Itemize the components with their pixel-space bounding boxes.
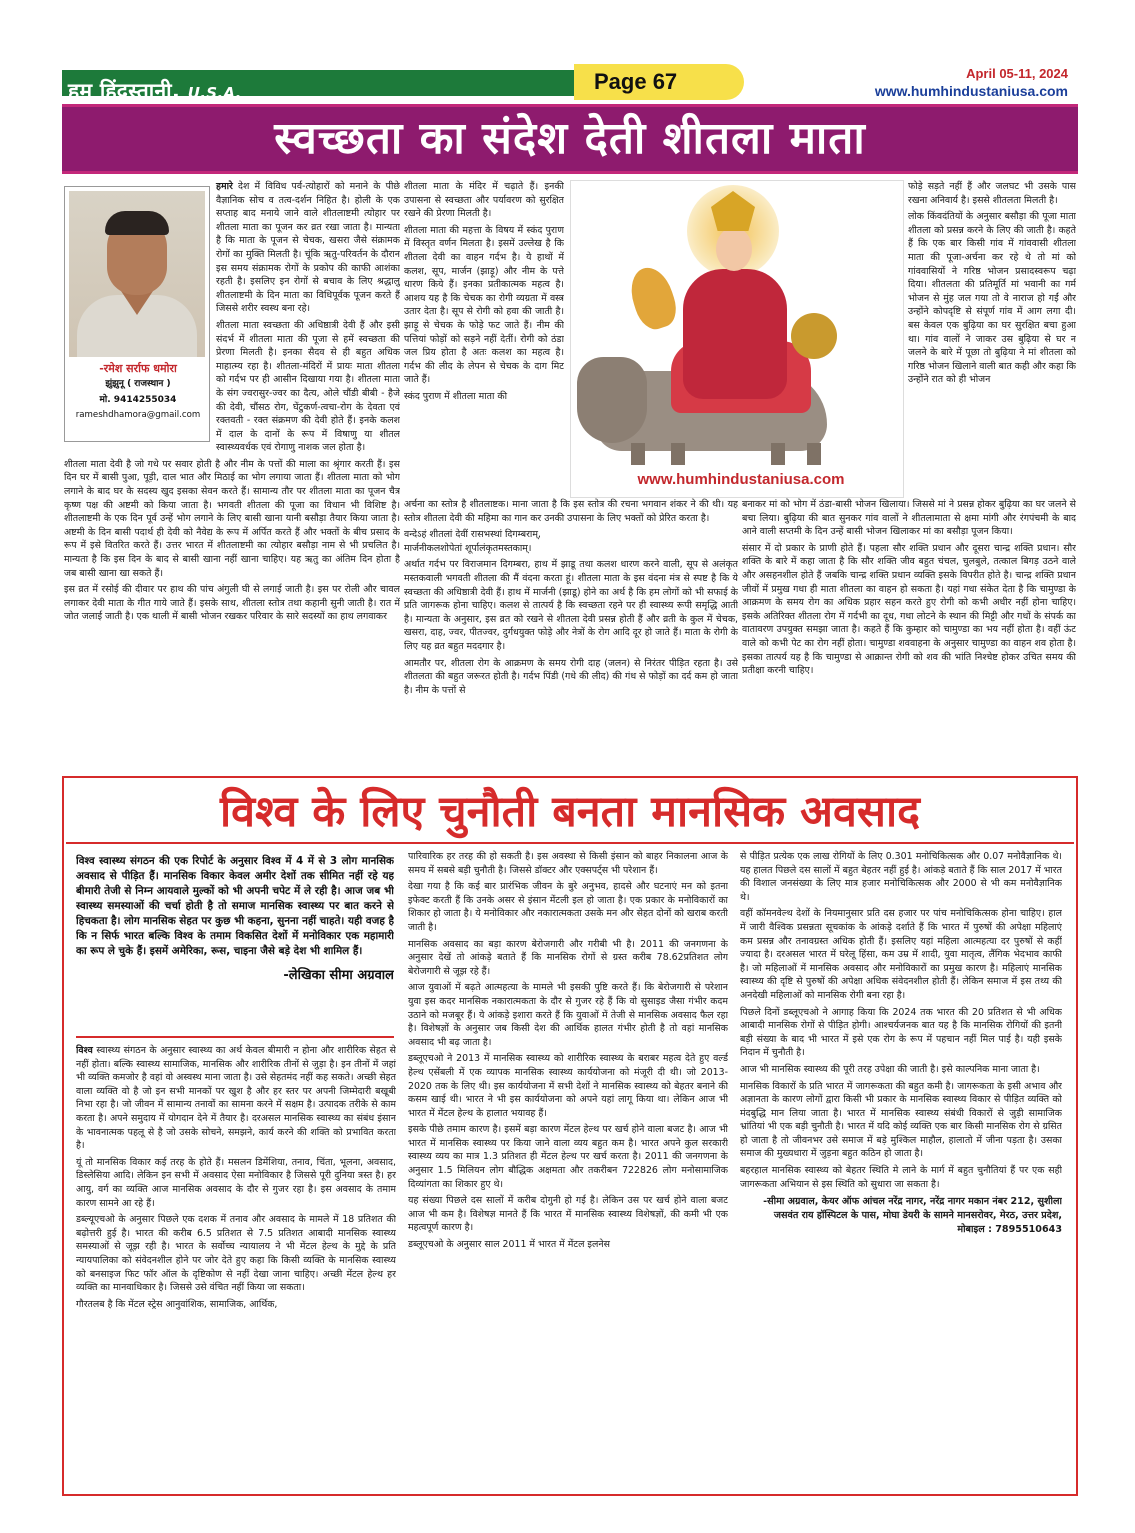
paragraph: शीतला माता देवी है जो गधे पर सवार होती है और नीम के पत्तों की माला का श्रृंगार करती हैं। इस दिन घर में बासी पुआ, पूड़ी, दाल भात और मिठाई का भोग लगाया जाता हैं। शीतला माता को भोग लगाने के बाद घर के सदस्य खुद इसका सेवन करते हैं। सामान्य तौर पर शीतला माता का पूजन चैत्र कृष्ण पक्ष की अष्टमी को किया जाता है। भगवती शीतला की पूजा का विधान भी विशिष्ट है। शीतलाष्टमी के एक दिन पूर्व उन्हें भोग लगाने के लिए बासी खाना यानी बसौड़ा तैयार किया जाता है। अष्टमी के दिन बासी पदार्थ ही देवी को नैवेद्य के रूप में अर्पित करते हैं और भक्तों के बीच प्रसाद के रूप में इसे वितरित करते हैं। उत्तर भारत में शीतलाष्टमी का त्योहार बसौड़ा नाम से भी प्रचलित है। मान्यता है कि इस दिन के बाद से बासी खाना नहीं खाना चाहिए। यह ऋतु का अंतिम दिन होता है जब बासी खाना खा सकते हैं। — [64, 458, 400, 579]
verse: वन्देऽहं शीतलां देवीं रासभस्थां दिगम्बराम्, — [404, 529, 541, 541]
author-photo-box — [64, 186, 210, 442]
article1-column-5 — [742, 498, 1076, 770]
article2-box — [62, 776, 1078, 1496]
article1-column-1 — [64, 180, 400, 770]
article2-column-1 — [76, 1044, 396, 1484]
paragraph: लोक किंवदंतियों के अनुसार बसौड़ा की पूजा माता शीतला को प्रसन्न करने के लिए की जाती है। कहते हैं कि एक बार किसी गांव में गांववासी शीतला माता की पूजा-अर्चना कर रहे थे तो मां को गांववासियों ने गरिष्ठ भोजन प्रसादस्वरूप चढ़ा दिया। शीतलता की प्रतिमूर्ति मां भवानी का गर्म भोजन से मुंह जल गया तो वे नाराज हो गईं और उन्होंने कोपदृष्टि से संपूर्ण गांव में आग लगा दी। बस केवल एक बुढ़िया का घर सुरक्षित बचा हुआ था। गांव वालों ने जाकर उस बुढ़िया से घर न जलने के बारे में पूछा तो बुढ़िया ने मां शीतला को गरिष्ठ भोजन खिलाने वाली बात कही और कहा कि उन्होंने रात को ही भोजन — [908, 211, 1076, 386]
article1-intro: हमारे देश में विविध पर्व-त्योहारों को मनाने के पीछे वैज्ञानिक सोच व तत्व-दर्शन निहित है। होली के एक सप्ताह बाद मनाये जाने वाले शीतलाष्टमी त्योहार पर शीतला माता का पूजन कर व्रत रखा जाता है। मान्यता है कि माता के पूजन से चेचक, खसरा जैसे संक्रामक रोगों का मुक्ति मिलती है। चूंकि ऋतु-परिवर्तन के दौरान इस समय संक्रामक रोगों के प्रकोप की काफी आशंका रहती है। इसलिए इन रोगों से बचाव के लिए श्रद्धालु शीतलाष्टमी के दिन माता का विधिपूर्वक पूजन करते हैं जिससे शरीर स्वस्थ बना रहे। — [216, 181, 400, 315]
paragraph: पिछले दिनों डब्लूएचओ ने आगाह किया कि 2024 तक भारत की 20 प्रतिशत से भी अधिक आबादी मानसिक रोगों से पीड़ित होगी। आश्चर्यजनक बात यह है कि मानसिक रोगियों की इतनी बड़ी संख्या के बाद भी भारत में इसे एक रोग के रूप में पहचान नहीं मिल पाई है। यही इसके निदान में चुनौती है। — [740, 1006, 1062, 1059]
paragraph: से पीड़ित प्रत्येक एक लाख रोगियों के लिए 0.301 मनोचिकित्सक और 0.07 मनोवैज्ञानिक थे। यह हालत पिछले दस सालों में बहुत बेहतर नहीं हुई है। आंकड़े बताते हैं कि साल 2017 में भारत की विशाल जनसंख्या के लिए मात्र हजार मनोचिकित्सक और 2000 से भी कम मनोवैज्ञानिक थे। — [740, 851, 1062, 903]
article2-headline: विश्व के लिए चुनौती बनता मानसिक अवसाद — [220, 787, 920, 837]
paragraph: डब्लूएचओ ने 2013 में मानसिक स्वास्थ्य को शारीरिक स्वास्थ्य के बराबर महत्व देते हुए वर्ल्ड हेल्थ एसेंबली में एक व्यापक मानसिक स्वास्थ्य कार्ययोजना को मंजूरी दी थी। जो 2013-2020 तक के लिए थी। इस कार्ययोजना में सभी देशों ने मानसिक स्वास्थ्य को बेहतर बनाने की कसम खाई थी। भारत ने भी इस कार्ययोजना को अपने यहां लागू किया था। लेकिन आज भी भारत में मेंटल हेल्थ के हालात भयावह हैं। — [408, 1053, 728, 1119]
paragraph: फोड़े सड़ते नहीं हैं और जलघट भी उसके पास रखना अनिवार्य है। इससे शीतलता मिलती है। — [908, 181, 1076, 206]
paragraph: स्कंद पुराण में शीतला माता की — [404, 390, 508, 402]
author-photo — [69, 191, 205, 357]
article1-headline-banner — [62, 104, 1078, 174]
paragraph: पारिवारिक हर तरह की हो सकती है। इस अवस्था से किसी इंसान को बाहर निकालना आज के समय में सबसे बड़ी चुनौती है। जिससे डॉक्टर और एक्सपर्ट्स भी परेशान हैं। — [408, 851, 728, 876]
paragraph: वहीं कॉमनवेल्थ देशों के नियमानुसार प्रति दस हजार पर पांच मनोचिकित्सक होना चाहिए। हाल में जारी वैश्विक प्रसन्नता सूचकांक के आंकड़े दर्शाते हैं कि भारत में पुरुषों की अपेक्षा महिलाएं कम प्रसन्न और तनावग्रस्त अधिक होती हैं। इसलिए यहां महिला आत्महत्या दर पुरुषों से कहीं ज्यादा है। दरअसल भारत में घरेलू हिंसा, कम उम्र में शादी, युवा मातृत्व, लैंगिक भेदभाव काफी है। जो महिलाओं में मानसिक अवसाद और मनोविकारों का प्रमुख कारण है। महिलाएं मानसिक स्वास्थ्य की दृष्टि से पुरुषों की अपेक्षा अधिक संवेदनशील होती हैं। लेकिन समाज में इस तथ्य की अनदेखी महिलाओं को मानसिक रोगी बना रहा है। — [740, 908, 1062, 1001]
paragraph: मानसिक विकारों के प्रति भारत में जागरूकता की बहुत कमी है। जागरूकता के इसी अभाव और अज्ञानता के कारण लोगों द्वारा किसी भी प्रकार के मानसिक स्वास्थ्य विकार से पीड़ित व्यक्ति को मंदबुद्धि मान लिया जाता है। भारत में मानसिक स्वास्थ्य संबंधी विकारों से जुड़ी सामाजिक भ्रांतियां भी एक बड़ी चुनौती है। भारत में यदि कोई व्यक्ति एक बार किसी मानसिक रोग से ग्रसित हो जाता है तो जीवनभर उसे समाज में बड़े मुश्किल माहौल, हालातो में जीना पड़ता है। उसका समाज की मुख्यधारा में जुड़ना बहुत कठिन हो जाता है। — [740, 1080, 1062, 1160]
author-mobile: मो. 9414255034 — [99, 394, 177, 405]
article2-column-3 — [740, 850, 1062, 1486]
website-link[interactable]: www.humhindustaniusa.com — [874, 83, 1068, 99]
article2-column-2 — [408, 850, 728, 1486]
masthead — [62, 64, 1078, 103]
article2-pull-quote — [76, 854, 394, 1030]
paragraph: अर्चना का स्तोत्र है शीतलाष्टक। माना जाता है कि इस स्तोत्र की रचना भगवान शंकर ने की थी। यह स्तोत्र शीतला देवी की महिमा का गान कर उनकी उपासना के लिए भक्तों को प्रेरित करता है। — [404, 499, 738, 524]
author-place: झुंझुनू ( राजस्थान ) — [105, 379, 171, 389]
paragraph: डब्लूएचओ के अनुसार साल 2011 में भारत में मेंटल इलनेस — [408, 1239, 610, 1251]
article1-column-2 — [404, 180, 564, 495]
paragraph: बहरहाल मानसिक स्वास्थ्य को बेहतर स्थिति मे लाने के मार्ग में बहुत चुनौतियां हैं पर एक सही जागरूकता अभियान से इस स्थिति को सुधारा जा सकता है। — [740, 1165, 1062, 1190]
page-label: Page 67 — [594, 69, 678, 94]
pull-quote-text: विश्व स्वास्थ्य संगठन की एक रिपोर्ट के अनुसार विश्व में 4 में से 3 लोग मानसिक अवसाद से पीड़ित हैं। मानसिक विकार केवल अमीर देशों तक सीमित नहीं रहे यह बीमारी तेजी से निम्न आयवाले मुल्कों को भी अपनी चपेट में ले रही है। आज जब भी स्वास्थ्य समस्याओं की चर्चा होती है तो समाज मानसिक स्वास्थ्य पर बात करने से हिचकता है। लोग मानसिक सेहत पर कुछ भी कहना, सुनना नहीं चाहते। यही वजह है कि न सिर्फ भारत बल्कि विश्व के तमाम विकसित देशों में मनोविकार एक महामारी का रूप ले चुके हैं। इसमें अमेरिका, रूस, चाइना जैसे बड़े देश भी शामिल हैं। — [76, 855, 394, 957]
article1-column-4 — [908, 180, 1076, 495]
issue-date: April 05-11, 2024 — [966, 66, 1068, 81]
masthead-band — [62, 70, 576, 103]
paragraph: आज भी मानसिक स्वास्थ्य की पूरी तरह उपेक्षा की जाती है। इसे काल्पनिक माना जाता है। — [740, 1063, 1040, 1075]
paragraph: आज युवाओं में बढ़ते आत्महत्या के मामले भी इसकी पुष्टि करते हैं। कि बेरोजगारी से परेशान युवा इस कदर मानसिक नकारात्मकता के दौर से गुजर रहे हैं कि वो सुसाइड जैसा गंभीर कदम उठाने को मजबूर हैं। ये आंकड़े इशारा करते हैं कि युवाओं में तेजी से मानसिक अवसाद फैल रहा है। विशेषज्ञों के अनुसार जब किसी देश की आर्थिक हालत गंभीर होती है तो वहां मानसिक अवसाद भी बढ़ जाता है। — [408, 982, 728, 1048]
paragraph: गौरतलब है कि मेंटल स्ट्रेस आनुवांशिक, सामाजिक, आर्थिक, — [76, 1298, 278, 1310]
signature-mobile: मोबाइल : 7895510643 — [957, 1224, 1062, 1236]
paragraph: शीतला माता स्वच्छता की अधिष्ठात्री देवी हैं और इसी संदर्भ में शीतला माता की पूजा से हमें स्वच्छता की प्रेरणा मिलती है। इनका सैदव से ही बहुत अधिक माहात्म्य रहा है। शीतला-मंदिरों में प्रायः माता शीतला को गर्दभ पर ही आसीन दिखाया गया है। शीतला माता के संग ज्वरासुर-ज्वर का दैत्य, ओले चौंडी बीबी - हैजे की देवी, चौंसठ रोग, घेंटुकर्ण-त्वचा-रोग के देवता एवं रक्तवती - रक्त संक्रमण की देवी होते हैं। इनके कलश में दाल के दानों के रूप में विषाणु या शीतल स्वास्थ्यवर्धक एवं रोगाणु नाशक जल होता है। — [216, 319, 400, 454]
signature-address: -सीमा अग्रवाल, केयर ऑफ आंचल नरेंद्र नागर, नरेंद्र नागर मकान नंबर 212, सुशीला जसवंत राय हॉस्पिटल के पास, मोघा डेयरी के सामने मानसरोवर, मेरठ, उत्तर प्रदेश, — [763, 1196, 1062, 1222]
paper-name: हम हिंदुस्तानी, U.S.A. — [68, 79, 242, 103]
lead-word: विश्व — [76, 1045, 93, 1056]
author-email[interactable]: rameshdhamora@gmail.com — [75, 410, 201, 421]
article1-wide-column — [404, 498, 738, 770]
image-watermark-url: www.humhindustaniusa.com — [637, 471, 845, 488]
paragraph: विश्व स्वास्थ्य संगठन के अनुसार स्वास्थ्य का अर्थ केवल बीमारी न होना और शारीरिक सेहत से नहीं होता। बल्कि स्वास्थ्य सामाजिक, मानसिक और शारीरिक तीनों से जुड़ा है। इन तीनों में जहां भी व्यक्ति कमजोर है वहां वो अस्वस्थ माना जाता है। उसे सेहतमंद नहीं कह सकते। अच्छी सेहत वाला व्यक्ति वो है जो इन सभी मानकों पर खुश है और हर स्तर पर अपनी जिम्मेदारी बखूबी निभा रहा है। जो जीवन में सामान्य तनावों का सामना करने में सक्षम है। उत्पादक तरीके से काम करता है। अपने समुदाय में योगदान देने में तैयार है। दरअसल मानसिक स्वास्थ्य का संबंध इंसान के भावनात्मक पहलू से है जो उसके सोचने, समझने, कार्य करने की शक्ति को प्रभावित करता है। — [76, 1045, 396, 1152]
paragraph: इस व्रत में रसोई की दीवार पर हाथ की पांच अंगुली घी से लगाई जाती है। इस पर रोली और चावल लगाकर देवी माता के गीत गाये जाते हैं। इसके साथ, शीतला स्तोत्र तथा कहानी सुनी जाती है। रात में जोत जलाई जाती है। एक थाली में बासी भोजन रखकर परिवार के सारे सदस्यों का हाथ लगवाकर — [64, 584, 400, 623]
paragraph: शीतला माता की महत्ता के विषय में स्कंद पुराण में विस्तृत वर्णन मिलता है। इसमें उल्लेख है कि शीतला देवी का वाहन गर्दभ है। ये हाथों में कलश, सूप, मार्जन (झाड़ू) और नीम के पत्ते धारण किये हैं। इनका प्रतीकात्मक महत्व है। आशय यह है कि चेचक का रोगी व्यग्रता में वस्त्र उतार देता है। सूप से रोगी को हवा की जाती है। झाड़ू से चेचक के फोड़े फट जाते हैं। नीम की पत्तियां फोड़ों को सड़ने नहीं देतीं। रोगी को ठंडा जल प्रिय होता है अतः कलश का महत्व है। गर्दभ की लीद के लेपन से चेचक के दाग मिट जाते हैं। — [404, 224, 564, 386]
kalash-icon — [791, 313, 837, 359]
paragraph: अर्थात गर्दभ पर विराजमान दिगम्बरा, हाथ में झाडू तथा कलश धारण करने वाली, सूप से अलंकृत मस्तकवाली भगवती शीतला की मैं वंदना करता हूं। शीतला माता के इस वंदना मंत्र से स्पष्ट है कि ये स्वच्छता की अधिष्ठात्री देवी हैं। हाथ में मार्जनी (झाडू) होने का अर्थ है कि हम लोगों को भी सफाई के प्रति जागरूक होना चाहिए। कलश से तात्पर्य है कि स्वच्छता रहने पर ही स्वास्थ्य रूपी समृद्धि आती है। मान्यता के अनुसार, इस व्रत को रखने से शीतला देवी प्रसन्न होती हैं और व्रती के कुल में चेचक, खसरा, दाह, ज्वर, पीतज्वर, दुर्गधयुक्त फोड़े और नेत्रों के रोग आदि दूर हो जाते हैं। माता के रोगी के लिए यह व्रत बहुत मददगार है। — [404, 559, 738, 652]
paper-suffix: U.S.A. — [187, 84, 242, 102]
paragraph: मानसिक अवसाद का बड़ा कारण बेरोजगारी और गरीबी भी है। 2011 की जनगणना के अनुसार देखें तो आंकड़े बताते हैं कि मानसिक रोगों से ग्रस्त करीब 78.62प्रतिशत लोग बेरोजगारी से जूझ रहे हैं। — [408, 938, 728, 977]
author-byline — [69, 361, 207, 423]
article1-headline: स्वच्छता का संदेश देती शीतला माता — [274, 113, 866, 164]
paragraph: बनाकर मां को भोग में ठंडा-बासी भोजन खिलाया। जिससे मां ने प्रसन्न होकर बुढ़िया का घर जलने से बचा लिया। बुढ़िया की बात सुनकर गांव वालों ने शीतलामाता से क्षमा मांगी और रंगपंचमी के बाद आने वाली सप्तमी के दिन उन्हें बासी भोजन खिलाकर मां का बसौड़ा पूजन किया। — [742, 499, 1076, 538]
paragraph: यह संख्या पिछले दस सालों में करीब दोगुनी हो गई है। लेकिन उस पर खर्च होने वाला बजट आज भी कम है। विशेषज्ञ मानते हैं कि भारत में मानसिक स्वास्थ्य विशेषज्ञों, की कमी भी एक महत्वपूर्ण कारण है। — [408, 1195, 728, 1234]
paragraph: इसके पीछे तमाम कारण है। इसमें बड़ा कारण मेंटल हेल्थ पर खर्च होने वाला बजट है। आज भी भारत में मानसिक स्वास्थ्य पर किया जाने वाला व्यय बहुत कम है। भारत अपने कुल सरकारी स्वास्थ्य व्यय का मात्र 1.3 प्रतिशत ही मेंटल हेल्थ पर खर्च करता है। 2011 की जनगणना के अनुसार 1.5 मिलियन लोग बौद्धिक अक्षमता और तकरीबन 722826 लोग मनोसामाजिक दिव्यांगता का शिकार हुए थे। — [408, 1124, 728, 1190]
paragraph: शीतला माता के मंदिर में चढ़ाते हैं। इनकी उपासना से स्वच्छता और पर्यावरण को सुरक्षित रखने की प्रेरणा मिलती है। — [404, 181, 564, 220]
verse: मार्जनीकलशोपेतां शूर्पालंकृतमस्तकाम्। — [404, 542, 532, 554]
author-signature — [740, 1195, 1062, 1237]
fan-icon — [624, 262, 681, 333]
pull-quote-author: -लेखिका सीमा अग्रवाल — [283, 968, 394, 983]
paragraph: डब्ल्यूएचओ के अनुसार पिछले एक दशक में तनाव और अवसाद के मामले में 18 प्रतिशत की बढ़ोत्तरी हुई है। भारत की करीब 6.5 प्रतिशत से 7.5 प्रतिशत आबादी मानसिक स्वास्थ्य समस्याओं से जूझ रही है। भारत के सर्वोच्च न्यायालय ने भी मेंटल हेल्थ के मुद्दे के प्रति न्यायपालिका को संवेदनशील होने पर जोर देते हुए कहा कि किसी व्यक्ति के मानसिक स्वास्थ्य को बनसाइज फिट फॉर ऑल के दृष्टिकोण से नहीं देखा जाना चाहिए। अच्छी मेंटल हेल्थ हर व्यक्ति का मानवाधिकार है। जिससे उसे वंचित नहीं किया जा सकता। — [76, 1214, 396, 1294]
article2-headline-banner — [66, 780, 1074, 844]
paragraph: संसार में दो प्रकार के प्राणी होते हैं। पहला सौर शक्ति प्रधान और दूसरा चान्द्र शक्ति प्रधान। सौर शक्ति के बारे में कहा जाता है कि सौर शक्ति जीव बहुत चंचल, चुलबुले, तत्काल बिगड़ उठने वाले और असहनशील होते हैं जबकि चान्द्र शक्ति प्रधान व्यक्ति इसके विपरीत होते है। चान्द्र शक्ति प्रधान जीवों में प्रमुख गधा ही माता शीतला का वाहन हो सकता है। यहां गधा संकेत देता है कि चामुण्डा के आक्रमण के समय रोग का अधिक प्रहार सहन करते हुए रोगी को कभी अधीर नहीं होना चाहिए। इसके अतिरिक्त शीतला रोग में गर्दभी का दूध, गधा लोटने के स्थान की मिट्टी और गधों के संपर्क का वातावरण उपयुक्त समझा जाता है। कहते हैं कि कुम्हार को चामुण्डा का भय नहीं होता है। वहीं ऊंट वाले को कभी पेट का रोग नहीं होता। चामुण्डा शववाहना के अनुसार चामुण्डा का वाहन शव होता है। इसका तात्पर्य यह है कि चामुण्डा से आक्रान्त रोगी को शव की भांति निश्चेष्ट होकर उचित समय की प्रतीक्षा करनी चाहिए। — [742, 542, 1076, 677]
sheetla-mata-image — [570, 180, 904, 498]
lead-word: हमारे — [216, 181, 233, 192]
paragraph: यूं तो मानसिक विकार कई तरह के होते हैं। मसलन डिमेंशिया, तनाव, चिंता, भूलना, अवसाद, डिस्लेसिया आदि। लेकिन इन सभी में अवसाद ऐसा मनोविकार है जिससे पूरी दुनिया त्रस्त है। हर आयु, वर्ग का व्यक्ति आज मानसिक अवसाद के दौर से गुजर रहा है। इस अवसाद के तमाम कारण सामने आ रहे हैं। — [76, 1156, 396, 1209]
paragraph: आमतौर पर, शीतला रोग के आक्रमण के समय रोगी दाह (जलन) से निरंतर पीड़ित रहता है। उसे शीतलता की बहुत जरूरत होती है। गर्दभ पिंडी (गधे की लीद) की गंध से फोड़ों का दर्द कम हो जाता है। नीम के पत्तों से — [404, 657, 738, 696]
paragraph: देखा गया है कि कई बार प्रारंभिक जीवन के बुरे अनुभव, हादसे और घटनाएं मन को इतना इफेक्ट करती हैं कि उनके असर से इंसान मेंटली इल हो जाता है। एक प्रकार के मनोविकारों का शिकार हो जाता है। ये मनोविकार और नकारात्मकता उसके मन और सेहत दोनों को खराब करती जाती है। — [408, 881, 728, 933]
divider — [76, 1036, 394, 1038]
author-name: -रमेश सर्राफ धमोरा — [99, 362, 177, 375]
page-number-badge — [574, 64, 744, 100]
